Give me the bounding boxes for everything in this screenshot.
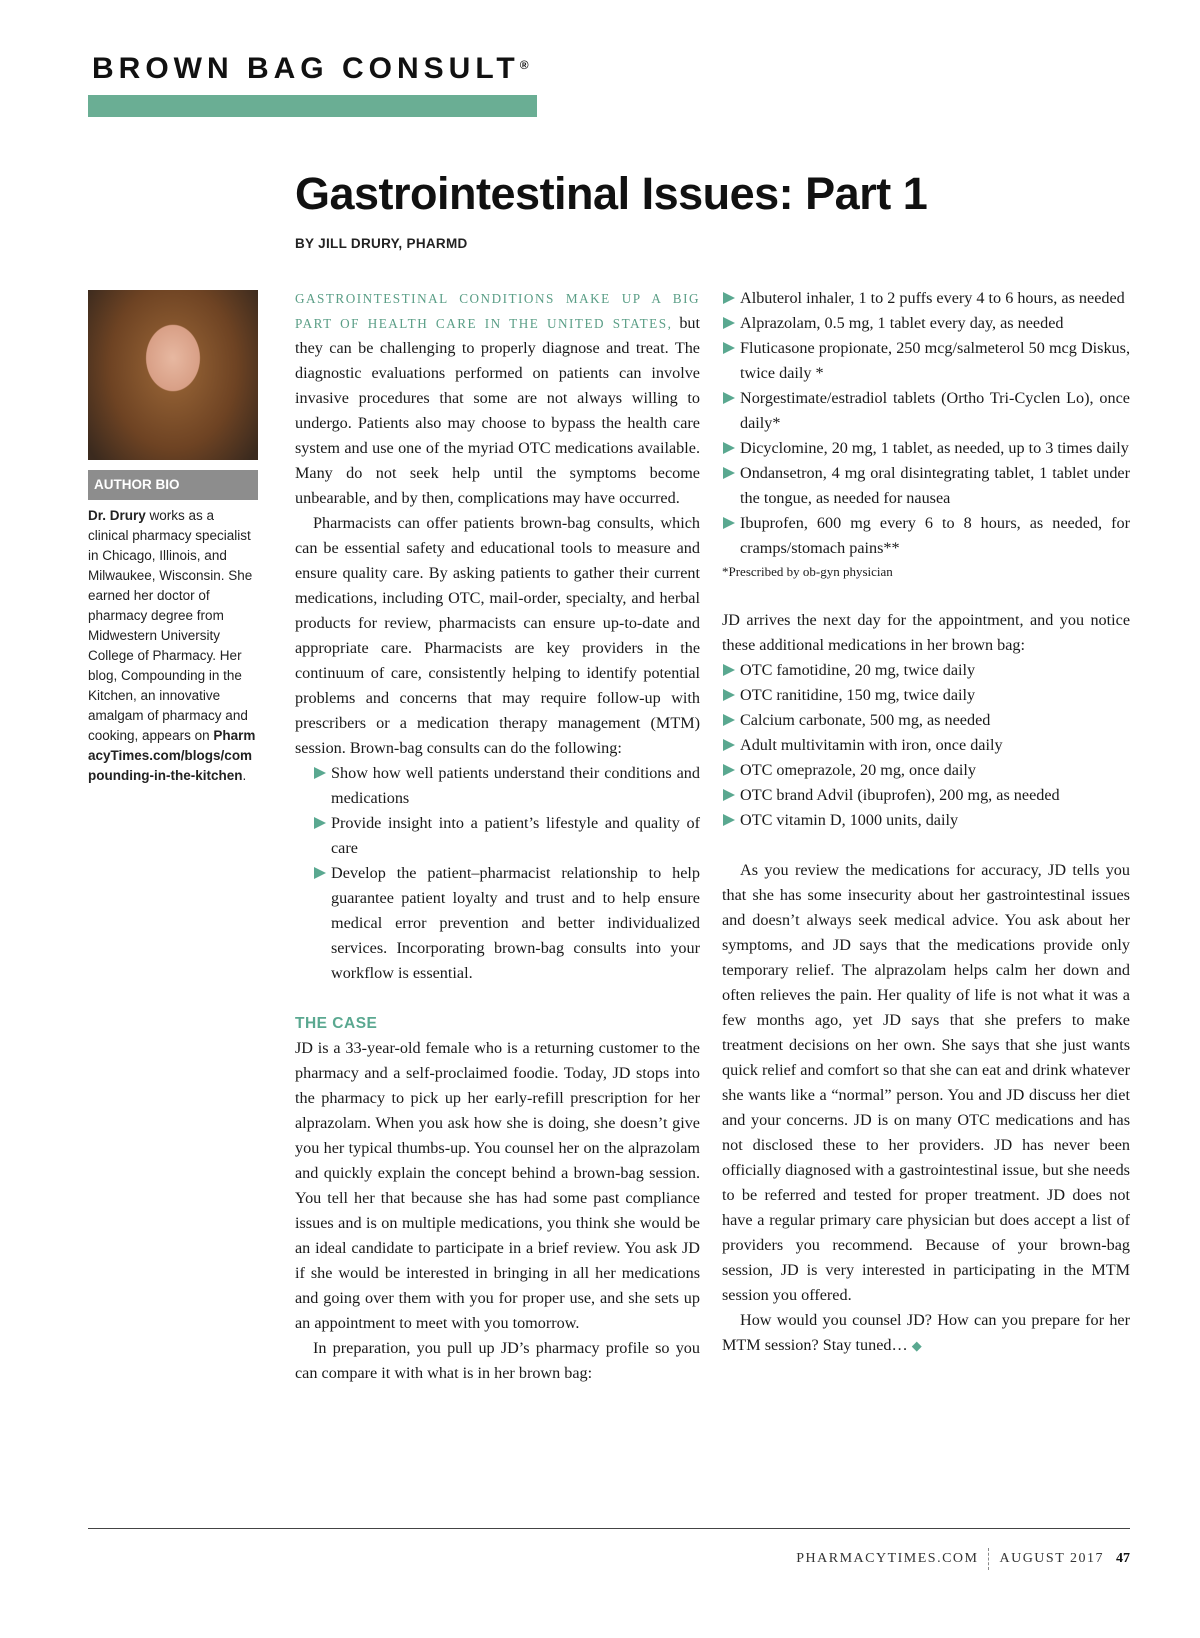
- article-title: Gastrointestinal Issues: Part 1: [295, 168, 928, 219]
- list-item: Alprazolam, 0.5 mg, 1 tablet every day, as needed: [722, 311, 1130, 336]
- blog-link[interactable]: PharmacyTimes.com/blogs/compounding-in-the-kitchen: [88, 728, 256, 783]
- lead-in: GASTROINTESTINAL CONDITIONS MAKE UP A BIG PART OF HEALTH CARE IN THE UNITED STATES,: [295, 291, 700, 331]
- list-item: Develop the patient–pharmacist relationship to help guarantee patient loyalty and trust and to help ensure medical error prevention and better individualized services. Incorporating brown-bag consults into your workflow is essential.: [313, 861, 700, 986]
- end-mark-icon: ◆: [911, 1338, 922, 1353]
- paragraph: JD arrives the next day for the appointment, and you notice these additional medications in her brown bag:: [722, 611, 1130, 654]
- list-item: OTC ranitidine, 150 mg, twice daily: [722, 683, 1130, 708]
- footer: [796, 1548, 1130, 1570]
- list-item: OTC famotidine, 20 mg, twice daily: [722, 658, 1130, 683]
- section-bar: [88, 95, 537, 117]
- registered-mark: ®: [519, 58, 529, 72]
- page-number: 47: [1116, 1551, 1130, 1566]
- list-item: OTC brand Advil (ibuprofen), 200 mg, as needed: [722, 783, 1130, 808]
- list-item: Albuterol inhaler, 1 to 2 puffs every 4 to 6 hours, as needed: [722, 286, 1130, 311]
- author-bio-label: AUTHOR BIO: [88, 470, 258, 500]
- body-column-2: [722, 286, 1130, 1358]
- list-item: Provide insight into a patient’s lifestyle and quality of care: [313, 811, 700, 861]
- footer-site: PHARMACYTIMES.COM: [796, 1551, 979, 1566]
- list-item: Norgestimate/estradiol tablets (Ortho Tri-Cyclen Lo), once daily*: [722, 386, 1130, 436]
- author-photo: [88, 290, 258, 460]
- author-name: Dr. Drury: [88, 508, 146, 523]
- list-item: OTC omeprazole, 20 mg, once daily: [722, 758, 1130, 783]
- paragraph: As you review the medications for accuracy, JD tells you that she has some insecurity about her gastrointestinal issues and doesn’t always seek medical advice. You ask about her symptoms, and JD says that the medications provide only temporary relief. The alprazolam helps calm her down and often relieves the pain. Her quality of life is not what it was a few months ago, yet JD says that she prefers to make treatment decisions on her own. She says that she just wants quick relief and comfort so that she can eat and drink whatever she wants like a “normal” person. You and JD discuss her diet and your concerns. JD is on many OTC medications and has not disclosed these to her providers. JD has never been officially diagnosed with a gastrointestinal issue, but she needs to be referred and tested for proper treatment. JD does not have a regular primary care physician but does accept a list of providers you recommend. Because of your brown-bag session, JD is very interested in participating in the MTM session you offered.: [722, 861, 1130, 1304]
- list-item: Show how well patients understand their conditions and medications: [313, 761, 700, 811]
- profile-medication-list: [722, 286, 1130, 561]
- list-item: Fluticasone propionate, 250 mcg/salmeterol 50 mcg Diskus, twice daily *: [722, 336, 1130, 386]
- brown-bag-medication-list: [722, 658, 1130, 833]
- closing-paragraph: How would you counsel JD? How can you prepare for her MTM session? Stay tuned… ◆: [722, 1311, 1130, 1354]
- list-item: OTC vitamin D, 1000 units, daily: [722, 808, 1130, 833]
- benefits-list: [295, 761, 700, 986]
- paragraph: JD is a 33-year-old female who is a returning customer to the pharmacy and a self-proclaimed foodie. Today, JD stops into the pharmacy to pick up her early-refill prescription for her alprazolam. When you ask how she is doing, she doesn’t give you her typical thumbs-up. You counsel her on the alprazolam and quickly explain the concept behind a brown-bag session. You tell her that because she has had some past compliance issues and is on multiple medications, you think she would be an ideal candidate to participate in a brief review. You ask JD if she would be interested in bringing in all her medications and going over them with you for proper use, and she sets up an appointment to meet with you tomorrow.: [295, 1039, 700, 1332]
- list-item: Ondansetron, 4 mg oral disintegrating tablet, 1 tablet under the tongue, as needed for nausea: [722, 461, 1130, 511]
- list-item: Adult multivitamin with iron, once daily: [722, 733, 1130, 758]
- paragraph: In preparation, you pull up JD’s pharmacy profile so you can compare it with what is in her brown bag:: [295, 1339, 700, 1382]
- paragraph: Pharmacists can offer patients brown-bag consults, which can be essential safety and educational tools to measure and ensure quality care. By asking patients to gather their current medications, including OTC, mail-order, specialty, and herbal products for review, pharmacists can ensure up-to-date and appropriate care. Pharmacists are key providers in the continuum of care, consistently helping to identify potential problems and concerns that may require follow-up with prescribers or a medication therapy management (MTM) session. Brown-bag consults can do the following:: [295, 514, 700, 757]
- footer-rule: [88, 1528, 1130, 1529]
- author-bio-text: Dr. Drury works as a clinical pharmacy specialist in Chicago, Illinois, and Milwaukee, Wisconsin. She earned her doctor of pharmacy degree from Midwestern University College of Pharmacy. Her blog, Compounding in the Kitchen, an innovative amalgam of pharmacy and cooking, appears on PharmacyTimes.com/blogs/compounding-in-the-kitchen.: [88, 508, 256, 783]
- list-item: Calcium carbonate, 500 mg, as needed: [722, 708, 1130, 733]
- byline: BY JILL DRURY, PHARMD: [295, 236, 468, 251]
- case-heading: THE CASE: [295, 1015, 378, 1032]
- intro-paragraph: GASTROINTESTINAL CONDITIONS MAKE UP A BIG PART OF HEALTH CARE IN THE UNITED STATES, but they can be challenging to properly diagnose and treat. The diagnostic evaluations performed on patients can involve invasive procedures that some are not always willing to undergo. Patients also may choose to bypass the health care system and use one of the myriad OTC medications available. Many do not seek help until the symptoms become unbearable, and by then, complications may have occurred.: [295, 291, 700, 507]
- list-item: Dicyclomine, 20 mg, 1 tablet, as needed, up to 3 times daily: [722, 436, 1130, 461]
- footnote: *Prescribed by ob-gyn physician: [722, 564, 893, 579]
- footer-issue: AUGUST 2017: [999, 1551, 1104, 1566]
- list-item: Ibuprofen, 600 mg every 6 to 8 hours, as needed, for cramps/stomach pains**: [722, 511, 1130, 561]
- body-column-1: [295, 286, 700, 1386]
- footer-divider: [988, 1548, 989, 1570]
- section-title: BROWN BAG CONSULT®: [92, 52, 529, 85]
